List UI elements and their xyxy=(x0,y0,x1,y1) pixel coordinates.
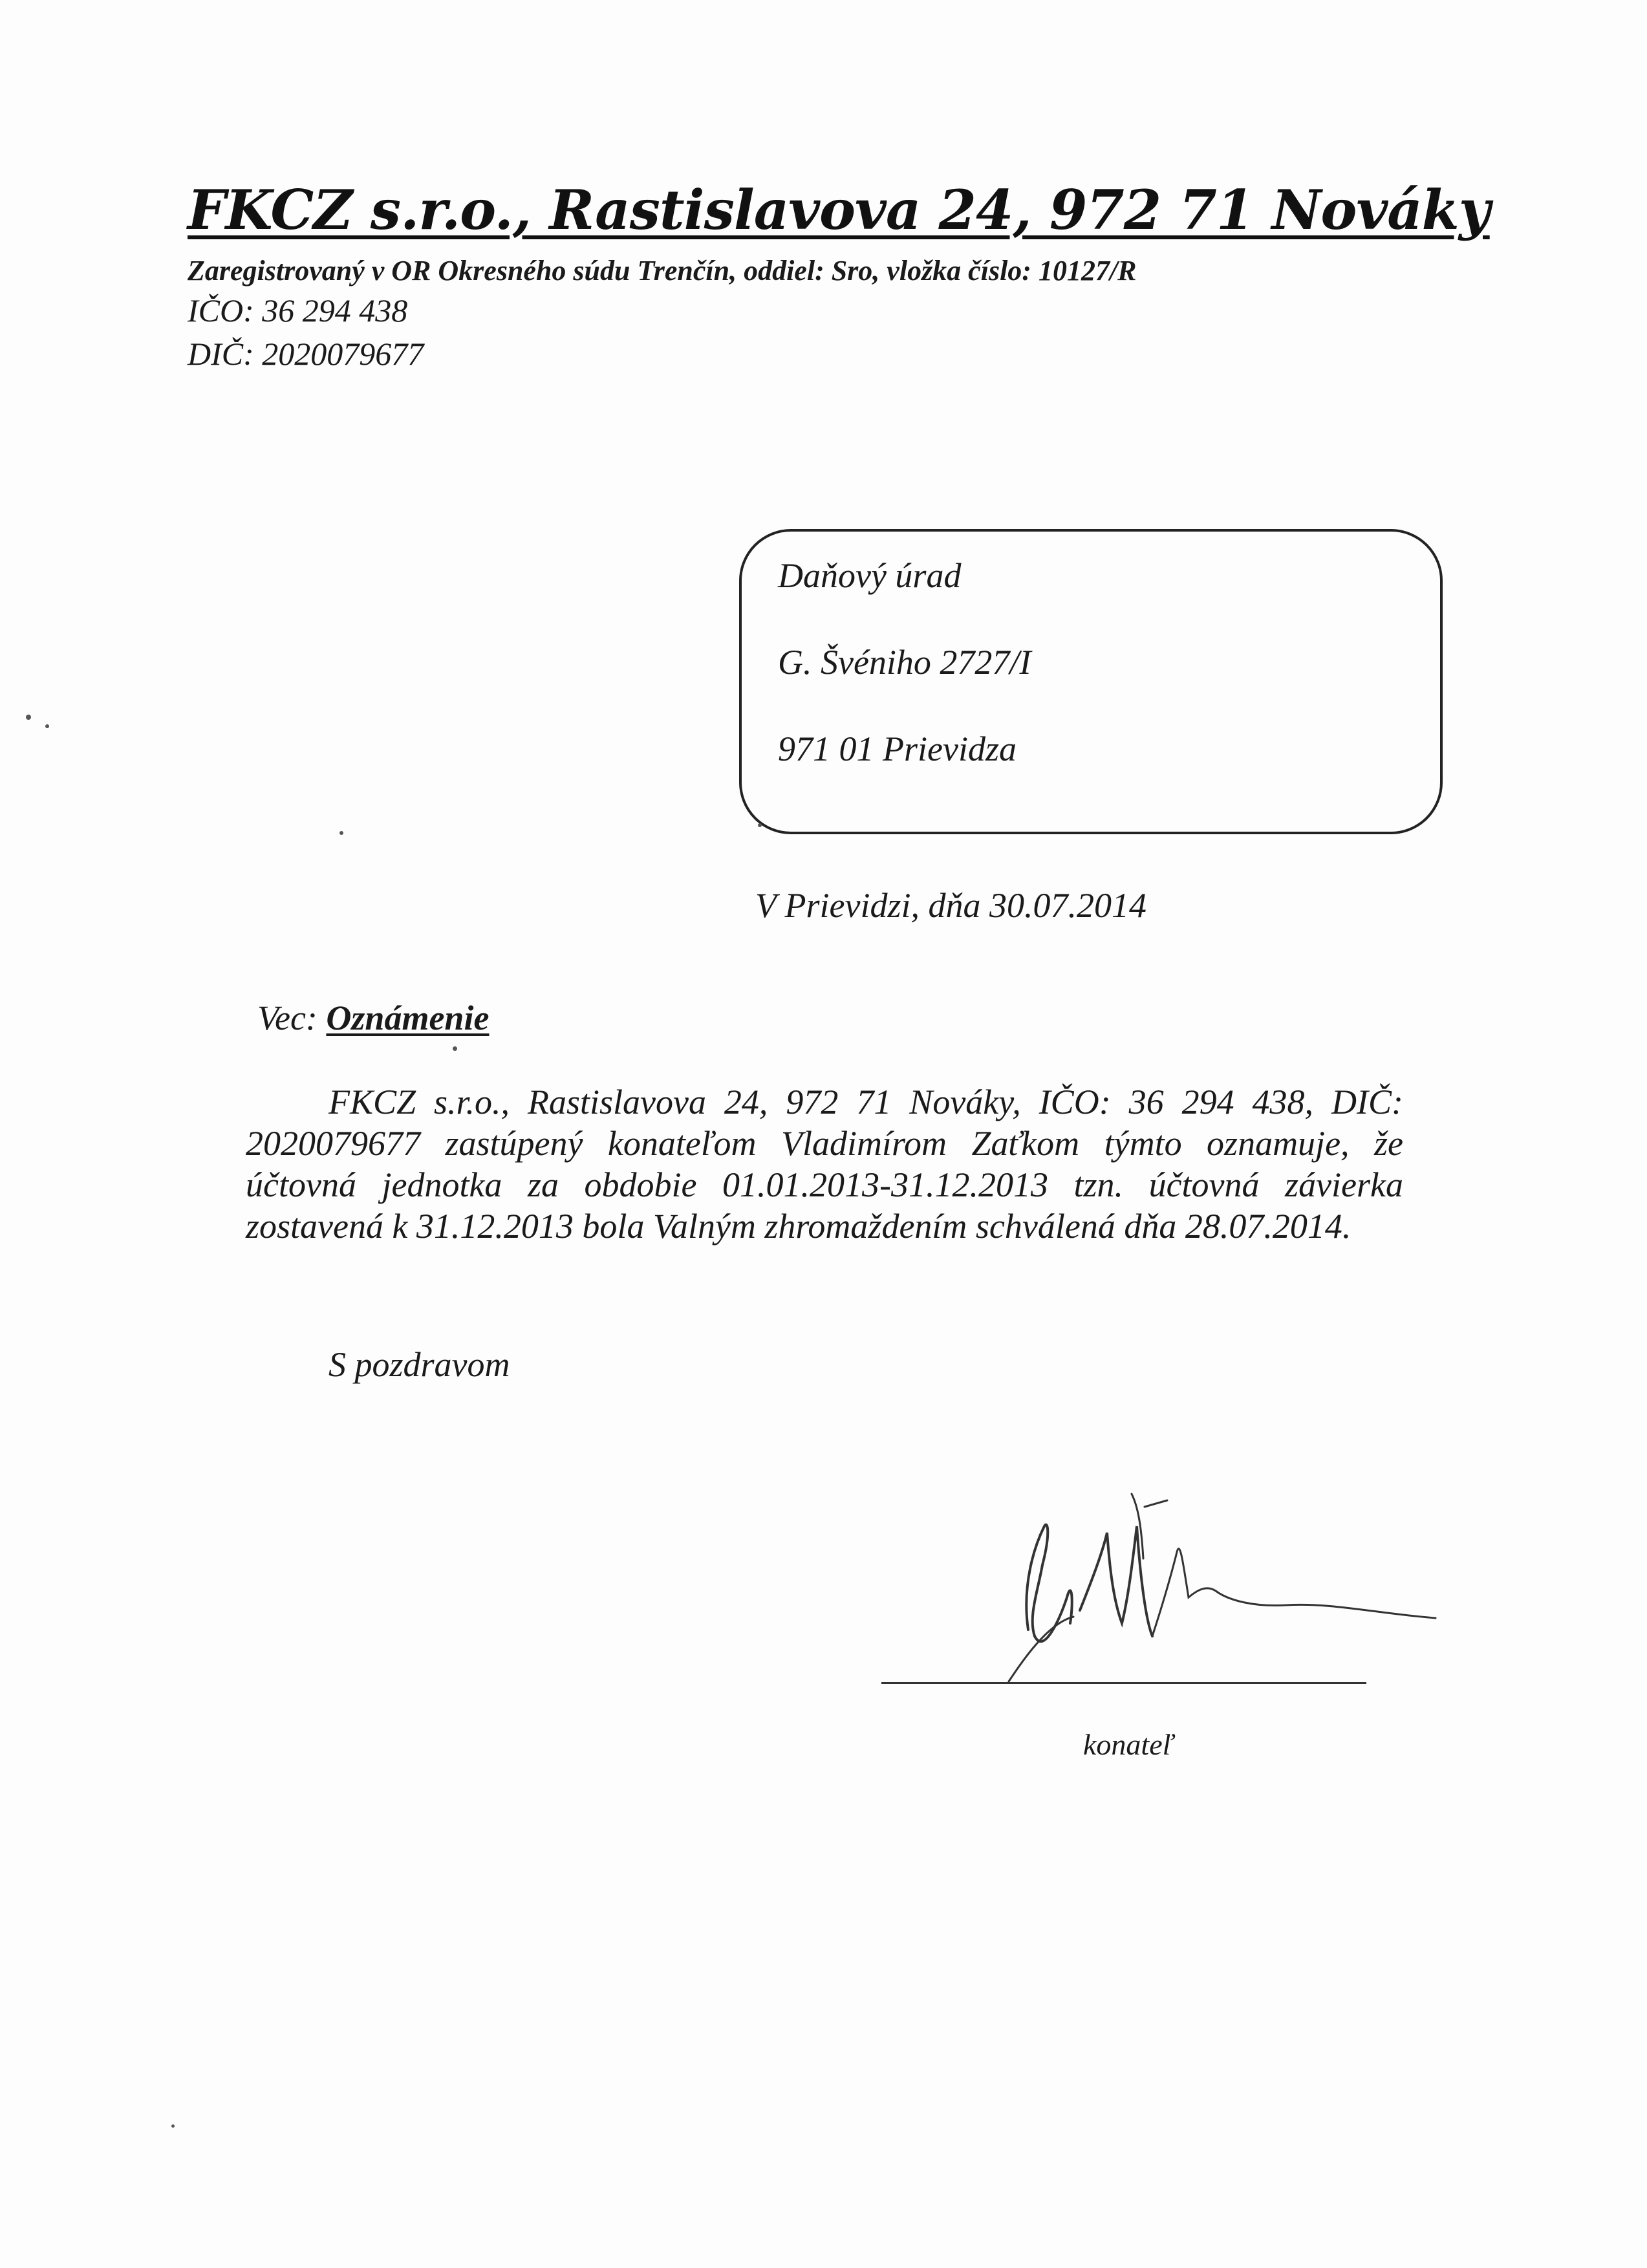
scan-speck xyxy=(45,724,49,728)
signer-role: konateľ xyxy=(1083,1728,1174,1761)
company-ico: IČO: 36 294 438 xyxy=(188,292,408,329)
registration-info: Zaregistrovaný v OR Okresného súdu Trenčín, oddiel: Sro, vložka číslo: 10127/R xyxy=(188,255,1137,286)
subject-value: Oznámenie xyxy=(326,999,490,1037)
place-and-date: V Prievidzi, dňa 30.07.2014 xyxy=(755,886,1146,925)
recipient-street: G. Švéniho 2727/I xyxy=(778,643,1031,682)
letter-body: FKCZ s.r.o., Rastislavova 24, 972 71 Nováky, IČO: 36 294 438, DIČ: 2020079677 zastúpený konateľom Vladimírom Zaťkom týmto oznamuje, že účtovná jednotka za obdobie 01.01.2013-31.12.2013 tzn. účtovná závierka zostavená k 31.12.2013 bola Valným zhromaždením schválená dňa 28.07.2014. xyxy=(246,1083,1403,1246)
closing-greeting: S pozdravom xyxy=(328,1345,510,1384)
recipient-city: 971 01 Prievidza xyxy=(778,729,1017,768)
handwritten-signature xyxy=(983,1468,1448,1688)
company-dic: DIČ: 2020079677 xyxy=(188,336,424,372)
company-letterhead: FKCZ s.r.o., Rastislavova 24, 972 71 Nováky xyxy=(188,178,1490,242)
scan-speck xyxy=(758,823,762,827)
subject-line xyxy=(257,997,489,1039)
scan-speck xyxy=(339,831,343,835)
scan-speck xyxy=(171,2124,175,2128)
signature-line xyxy=(881,1682,1366,1684)
subject-label: Vec: xyxy=(257,999,318,1037)
scan-speck xyxy=(453,1046,457,1051)
scan-speck xyxy=(26,715,31,720)
recipient-name: Daňový úrad xyxy=(778,556,962,595)
